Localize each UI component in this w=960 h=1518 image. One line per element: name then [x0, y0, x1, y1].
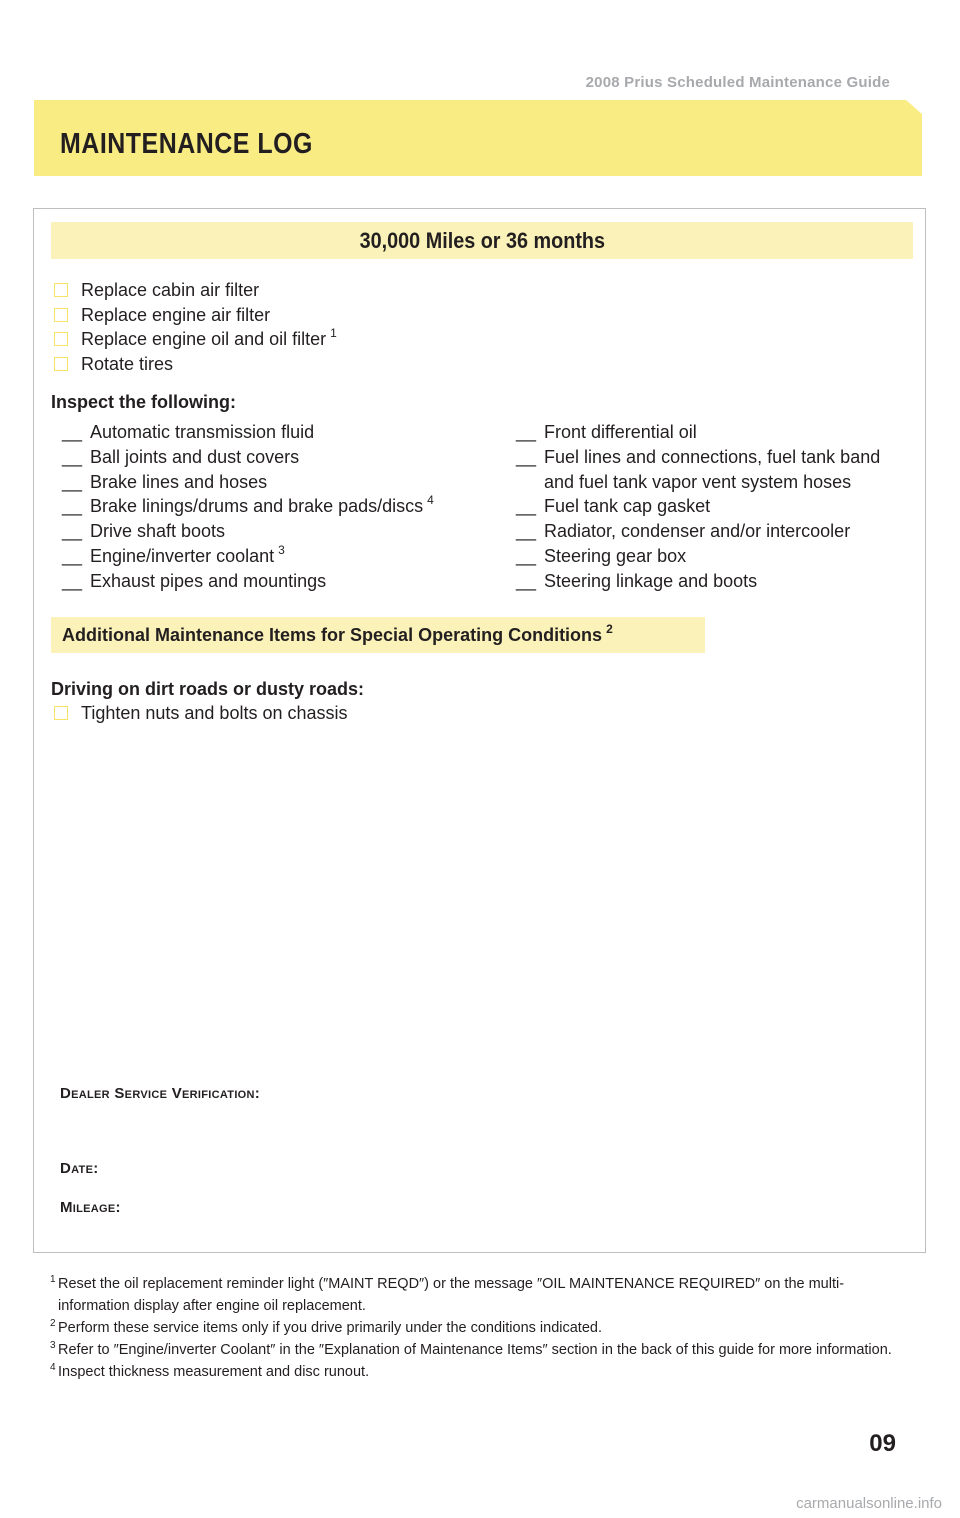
inspect-item-label: Drive shaft boots — [90, 521, 226, 542]
checklist-item — [51, 278, 337, 303]
additional-items-banner — [51, 617, 705, 653]
inspect-item-label: Steering linkage and boots — [544, 570, 758, 591]
inspect-item-label: Steering gear box — [544, 545, 687, 566]
service-checklist — [51, 278, 337, 377]
page-title: MAINTENANCE LOG — [60, 128, 313, 160]
inspect-item-label: Fuel tank cap gasket — [544, 496, 711, 517]
blank-line: __ — [516, 545, 537, 566]
blank-line: __ — [62, 496, 83, 517]
inspect-item — [62, 544, 434, 569]
inspect-item — [516, 569, 880, 594]
inspect-item-label: Exhaust pipes and mountings — [90, 570, 327, 591]
checkbox[interactable] — [54, 283, 68, 297]
footnote-ref: 1 — [330, 326, 337, 341]
blank-line: __ — [62, 521, 83, 542]
footnote-ref: 2 — [606, 622, 613, 636]
blank-line: __ — [62, 422, 83, 442]
checklist-item-label: Replace engine oil and oil filter — [81, 329, 327, 350]
checklist-item — [51, 327, 337, 352]
interval-title: 30,000 Miles or 36 months — [359, 228, 605, 253]
footnote-text: Refer to ″Engine/inverter Coolant″ in the ″Explanation of Maintenance Items″ section in the back of this guide for more information. — [58, 1342, 892, 1358]
interval-header — [51, 222, 913, 259]
blank-line: __ — [516, 446, 537, 467]
checkbox[interactable] — [54, 357, 68, 371]
footnote — [50, 1339, 910, 1361]
mileage-label: Mileage: — [60, 1199, 121, 1216]
inspect-item-label: Brake linings/drums and brake pads/discs — [90, 496, 424, 517]
footnote-number: 2 — [50, 1318, 56, 1329]
inspect-item — [62, 494, 434, 519]
checkbox[interactable] — [54, 706, 68, 720]
footnote — [50, 1361, 910, 1383]
inspect-item-label: and fuel tank vapor vent system hoses — [544, 471, 852, 492]
blank-line: __ — [516, 521, 537, 542]
inspect-item — [516, 494, 880, 519]
checkbox[interactable] — [54, 308, 68, 322]
dealer-verification-label: Dealer Service Verification: — [60, 1085, 261, 1102]
footnote-text: Inspect thickness measurement and disc runout. — [58, 1364, 370, 1380]
inspect-item-continuation — [516, 470, 880, 495]
blank-line: __ — [62, 570, 83, 591]
blank-line: __ — [62, 446, 83, 467]
guide-title: 2008 Prius Scheduled Maintenance Guide — [585, 74, 890, 91]
inspect-item — [62, 420, 434, 445]
watermark: carmanualsonline.info — [796, 1495, 942, 1512]
inspect-item-label: Fuel lines and connections, fuel tank band — [544, 446, 881, 467]
checklist-item — [51, 303, 337, 328]
inspect-item — [62, 445, 434, 470]
inspect-item — [62, 569, 434, 594]
checkbox[interactable] — [54, 332, 68, 346]
footnote-text: Reset the oil replacement reminder light (″MAINT REQD″) or the message ″OIL MAINTENANCE REQUIRED″ on the multi-information display after engine oil replacement. — [58, 1276, 845, 1314]
footnote — [50, 1317, 910, 1339]
inspect-item — [516, 519, 880, 544]
blank-line: __ — [62, 545, 83, 566]
checklist-item-label: Replace cabin air filter — [81, 280, 260, 300]
footnote-number: 1 — [50, 1274, 56, 1285]
additional-items-title: Additional Maintenance Items for Special Operating Conditions — [62, 625, 603, 645]
inspect-item — [516, 420, 880, 445]
inspect-item-label: Ball joints and dust covers — [90, 446, 300, 467]
footnote-ref: 4 — [427, 493, 434, 508]
checklist-item — [51, 701, 348, 726]
footnote — [50, 1273, 910, 1317]
inspect-item — [516, 544, 880, 569]
inspect-item-label: Front differential oil — [544, 422, 697, 442]
inspect-item-label: Brake lines and hoses — [90, 471, 268, 492]
date-label: Date: — [60, 1160, 99, 1177]
blank-line: __ — [516, 496, 537, 517]
checklist-item — [51, 352, 337, 377]
inspect-item-label: Radiator, condenser and/or intercooler — [544, 521, 851, 542]
inspect-heading: Inspect the following: — [51, 392, 236, 412]
blank-line: __ — [516, 422, 537, 442]
footnote-number: 4 — [50, 1362, 56, 1373]
inspect-list-left — [62, 420, 434, 594]
footnote-number: 3 — [50, 1340, 56, 1351]
blank-line: __ — [62, 471, 83, 492]
footnotes — [50, 1273, 910, 1383]
blank-line: __ — [516, 570, 537, 591]
checklist-item-label: Tighten nuts and bolts on chassis — [81, 703, 348, 723]
inspect-item-label: Automatic transmission fluid — [90, 422, 315, 442]
condition-checklist — [51, 701, 348, 726]
footnote-text: Perform these service items only if you drive primarily under the conditions indicated. — [58, 1320, 602, 1336]
inspect-item — [62, 519, 434, 544]
inspect-item-label: Engine/inverter coolant — [90, 545, 275, 566]
condition-heading: Driving on dirt roads or dusty roads: — [51, 679, 365, 699]
checklist-item-label: Replace engine air filter — [81, 304, 271, 325]
inspect-item — [516, 445, 880, 470]
page-number: 09 — [869, 1430, 896, 1457]
checklist-item-label: Rotate tires — [81, 354, 174, 375]
inspect-item — [62, 470, 434, 495]
footnote-ref: 3 — [278, 542, 285, 557]
inspect-list-right — [516, 420, 880, 594]
